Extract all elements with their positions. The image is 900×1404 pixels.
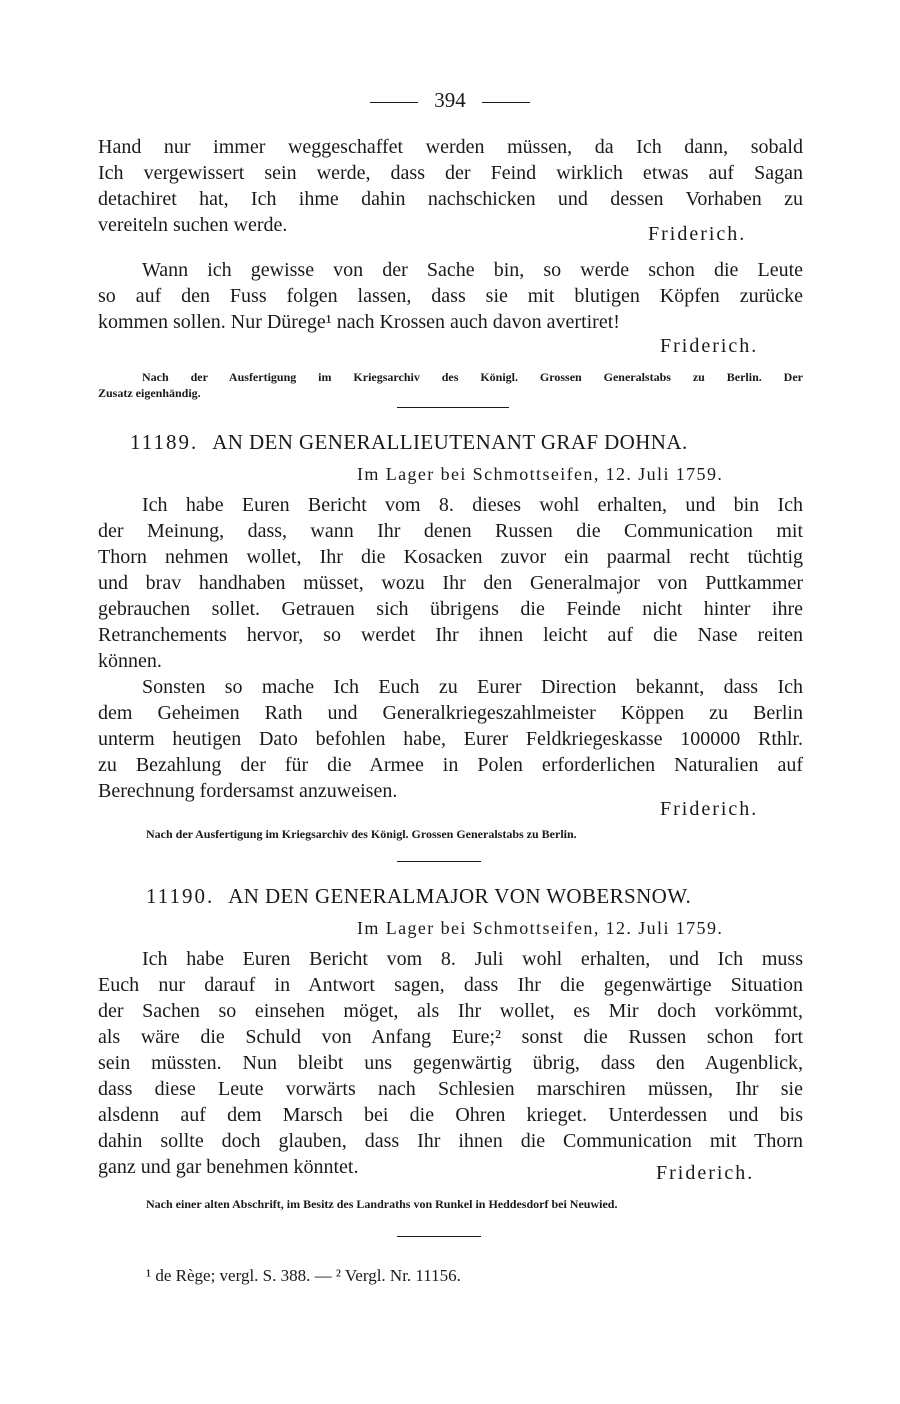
text-line: Thorn nehmen wollet, Ihr die Kosacken zuvor ein paarmal recht tüchtig (98, 546, 803, 568)
text-line: ganz und gar benehmen könntet. (98, 1156, 359, 1178)
text-line: kommen sollen. Nur Dürege¹ nach Krossen auch davon avertiret! (98, 311, 620, 333)
letter-body (98, 492, 803, 804)
text-line: Ich habe Euren Bericht vom 8. Juli wohl erhalten, und Ich muss (142, 948, 803, 970)
letter-number: 11190. (146, 884, 215, 908)
signature: Friderich. (648, 223, 747, 245)
text-line: gebrauchen sollet. Getrauen sich übrigens die Feinde nicht hinter ihre (98, 598, 803, 620)
source-note: Nach der Ausfertigung im Kriegsarchiv des Königl. Grossen Generalstabs zu Berlin. (146, 827, 577, 841)
page-header (0, 88, 900, 113)
signature: Friderich. (660, 335, 759, 357)
text-line: Euch nur darauf in Antwort sagen, dass Ihr die gegenwärtige Situation (98, 974, 803, 996)
source-note (98, 369, 803, 401)
text-line: dass diese Leute vorwärts nach Schlesien marschiren müssen, Ihr sie (98, 1078, 803, 1100)
section-divider (397, 407, 509, 408)
text-line: und brav handhaben müsset, wozu Ihr den Generalmajor von Puttkammer (98, 572, 803, 594)
text-line: der Meinung, dass, wann Ihr denen Russen die Communication mit (98, 520, 803, 542)
text-line: Hand nur immer weggeschaffet werden müssen, da Ich dann, sobald (98, 136, 803, 158)
note-line: Nach der Ausfertigung im Kriegsarchiv des Königl. Grossen Generalstabs zu Berlin. Der (142, 370, 803, 384)
letter-place-date: Im Lager bei Schmottseifen, 12. Juli 1759. (357, 918, 724, 938)
text-line: der Sachen so einsehen möget, als Ihr wollet, es Mir doch vorkömmt, (98, 1000, 803, 1022)
text-line: dahin sollte doch glauben, dass Ihr ihnen die Communication mit Thorn (98, 1130, 803, 1152)
postscript-paragraph (98, 257, 803, 335)
text-line: vereiteln suchen werde. (98, 214, 288, 236)
text-line: unterm heutigen Dato befohlen habe, Eurer Feldkriegeskasse 100000 Rthlr. (98, 728, 803, 750)
header-dash-right (482, 102, 530, 103)
signature: Friderich. (660, 798, 759, 820)
letter-title: AN DEN GENERALLIEUTENANT GRAF DOHNA. (212, 430, 688, 454)
text-line: dem Geheimen Rath und Generalkriegeszahlmeister Köppen zu Berlin (98, 702, 803, 724)
section-divider (397, 1236, 481, 1237)
text-line: Sonsten so mache Ich Euch zu Eurer Direction bekannt, dass Ich (142, 676, 803, 698)
text-line: so auf den Fuss folgen lassen, dass sie mit blutigen Köpfen zurücke (98, 285, 803, 307)
note-line: Zusatz eigenhändig. (98, 386, 201, 400)
text-line: Ich habe Euren Bericht vom 8. dieses wohl erhalten, und bin Ich (142, 494, 803, 516)
letter-place-date: Im Lager bei Schmottseifen, 12. Juli 1759. (357, 464, 724, 484)
section-divider (397, 861, 481, 862)
page-number: 394 (434, 88, 466, 112)
text-line: Ich vergewissert sein werde, dass der Feind wirklich etwas auf Sagan (98, 162, 803, 184)
footnotes: ¹ de Rège; vergl. S. 388. — ² Vergl. Nr. 11156. (146, 1266, 461, 1285)
signature: Friderich. (656, 1162, 755, 1184)
letter-body (98, 946, 803, 1180)
text-line: können. (98, 650, 162, 672)
letter-number: 11189. (130, 430, 199, 454)
letter-heading (146, 884, 691, 909)
text-line: alsdenn auf dem Marsch bei die Ohren krieget. Unterdessen und bis (98, 1104, 803, 1126)
letter-title: AN DEN GENERALMAJOR VON WOBERSNOW. (228, 884, 692, 908)
text-line: Berechnung fordersamst anzuweisen. (98, 780, 398, 802)
text-line: zu Bezahlung der für die Armee in Polen erforderlichen Naturalien auf (98, 754, 803, 776)
letter-heading (130, 430, 688, 455)
source-note: Nach einer alten Abschrift, im Besitz des Landraths von Runkel in Heddesdorf bei Neuwied. (146, 1197, 618, 1211)
text-line: Wann ich gewisse von der Sache bin, so werde schon die Leute (142, 259, 803, 281)
text-line: detachiret hat, Ich ihme dahin nachschicken und dessen Vorhaben zu (98, 188, 803, 210)
text-line: Retranchements hervor, so werdet Ihr ihnen leicht auf die Nase reiten (98, 624, 803, 646)
text-line: sein müssten. Nun bleibt uns gegenwärtig übrig, dass den Augenblick, (98, 1052, 803, 1074)
text-line: als wäre die Schuld von Anfang Eure;² sonst die Russen schon fort (98, 1026, 803, 1048)
header-dash-left (370, 102, 418, 103)
